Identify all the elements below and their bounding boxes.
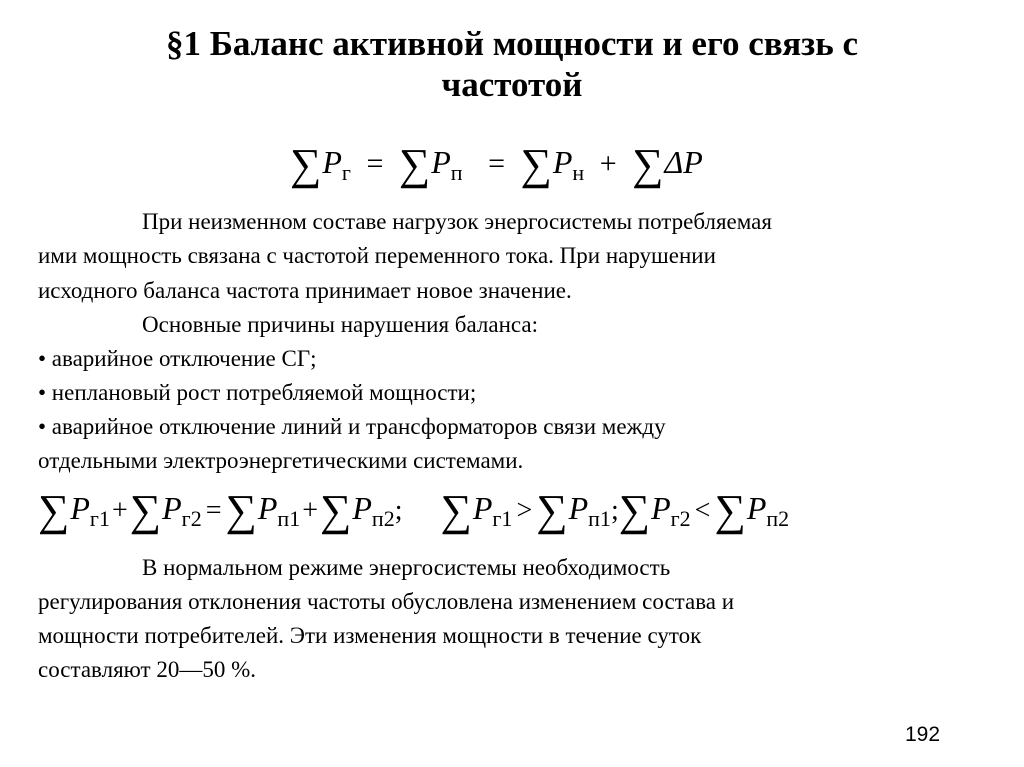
operator: +	[111, 495, 128, 526]
slide-title-line2: частотой	[441, 65, 583, 104]
operator: +	[302, 495, 318, 526]
sum-symbol: ∑	[290, 140, 322, 189]
sum-symbol: ∑	[129, 486, 162, 535]
subscript: г	[341, 160, 351, 185]
power-symbol: P	[651, 490, 671, 526]
subscript: п	[450, 160, 463, 185]
subscript: п2	[371, 506, 395, 531]
paragraph-line: мощности потребителей. Эти изменения мощности в течение суток	[38, 623, 702, 648]
power-symbol: P	[162, 490, 182, 526]
paragraph-line: При неизменном составе нагрузок энергосистемы потребляемая	[142, 209, 772, 234]
power-symbol: ΔP	[664, 144, 703, 180]
operator: <	[694, 495, 711, 526]
paragraph-line: отдельными электроэнергетическими системами.	[38, 448, 524, 473]
power-symbol: P	[70, 490, 90, 526]
operator: =	[488, 147, 505, 180]
power-symbol: P	[568, 490, 589, 526]
power-symbol: P	[431, 144, 451, 180]
interconnection-balance-formula	[38, 488, 789, 539]
operator: +	[599, 147, 617, 180]
paragraph-line: составляют 20—50 %.	[38, 657, 256, 682]
power-symbol: P	[352, 490, 372, 526]
subscript: г2	[181, 506, 202, 531]
power-symbol: P	[322, 144, 342, 180]
subscript: п2	[766, 506, 790, 531]
sum-symbol: ∑	[225, 486, 257, 535]
sum-symbol: ∑	[632, 140, 664, 189]
power-symbol: P	[257, 490, 278, 526]
bullet-item: • аварийное отключение линий и трансформаторов связи между	[38, 414, 666, 439]
page-number: 192	[905, 723, 941, 746]
sum-symbol: ∑	[520, 140, 552, 189]
power-symbol: P	[472, 490, 493, 526]
subscript: н	[572, 160, 585, 185]
subscript: п1	[277, 506, 301, 531]
sum-symbol: ∑	[440, 486, 472, 535]
sum-symbol: ∑	[618, 486, 651, 535]
paragraph-line: В нормальном режиме энергосистемы необходимость	[142, 555, 671, 580]
operator: ;	[394, 495, 403, 526]
operator: ;	[610, 495, 619, 526]
sum-symbol: ∑	[714, 486, 746, 535]
paragraph-line: Основные причины нарушения баланса:	[142, 312, 538, 337]
sum-symbol: ∑	[320, 486, 352, 535]
subscript: г2	[670, 506, 691, 531]
operator: =	[366, 147, 384, 180]
sum-symbol: ∑	[38, 486, 70, 535]
operator: =	[205, 495, 222, 526]
sum-symbol: ∑	[536, 486, 568, 535]
power-symbol: P	[552, 144, 573, 180]
bullet-item: • неплановый рост потребляемой мощности;	[38, 380, 477, 405]
paragraph-line: исходного баланса частота принимает новое значение.	[38, 278, 572, 303]
paragraph-line: ими мощность связана с частотой переменного тока. При нарушении	[38, 243, 716, 268]
subscript: г1	[89, 506, 110, 531]
power-symbol: P	[746, 490, 767, 526]
bullet-item: • аварийное отключение СГ;	[38, 346, 317, 371]
operator: >	[516, 495, 533, 526]
subscript: г1	[492, 506, 513, 531]
slide-title-line1: §1 Баланс активной мощности и его связь с	[165, 24, 859, 63]
sum-symbol: ∑	[398, 140, 431, 189]
paragraph-line: регулирования отклонения частоты обусловлена изменением состава и	[38, 589, 735, 614]
subscript: п1	[588, 506, 611, 531]
power-balance-formula	[290, 142, 703, 193]
